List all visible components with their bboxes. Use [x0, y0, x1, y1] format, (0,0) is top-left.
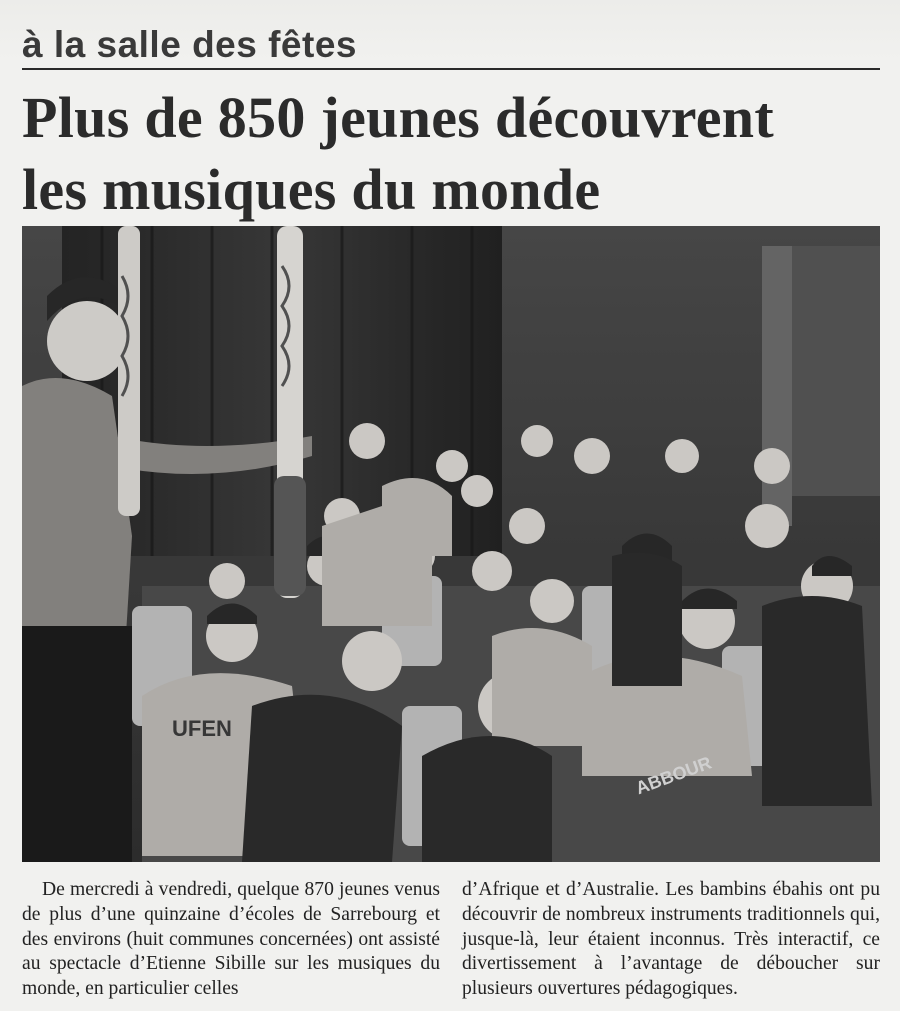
article-body	[22, 878, 880, 1002]
article-photo	[22, 226, 880, 862]
headline-line-2: les musiques du monde	[22, 157, 601, 222]
kicker-rule	[22, 68, 880, 70]
headline-line-1: Plus de 850 jeunes découvrent	[22, 85, 774, 150]
body-column-1: De mercredi à vendredi, quelque 870 jeunes venus de plus d’une quinzaine d’écoles de Sarrebourg et des environs (huit communes concernées) ont assisté au spectacle d’Etienne Sibille sur les musiques du monde, en particulier celles	[22, 879, 440, 1000]
section-kicker: à la salle des fêtes	[22, 24, 357, 65]
shirt-print-1: UFEN	[172, 716, 232, 741]
shirt-print-2: ABBOUR	[633, 752, 715, 799]
headline	[22, 82, 880, 226]
classroom-photo-icon	[22, 226, 880, 862]
body-column-2: d’Afrique et d’Australie. Les bambins ébahis ont pu découvrir de nombreux instruments traditionnels qui, jusque-là, leur étaient inconnus. Très interactif, ce divertissement à l’avantage de déboucher sur plusieurs ouvertures pédagogiques.	[462, 879, 880, 1000]
